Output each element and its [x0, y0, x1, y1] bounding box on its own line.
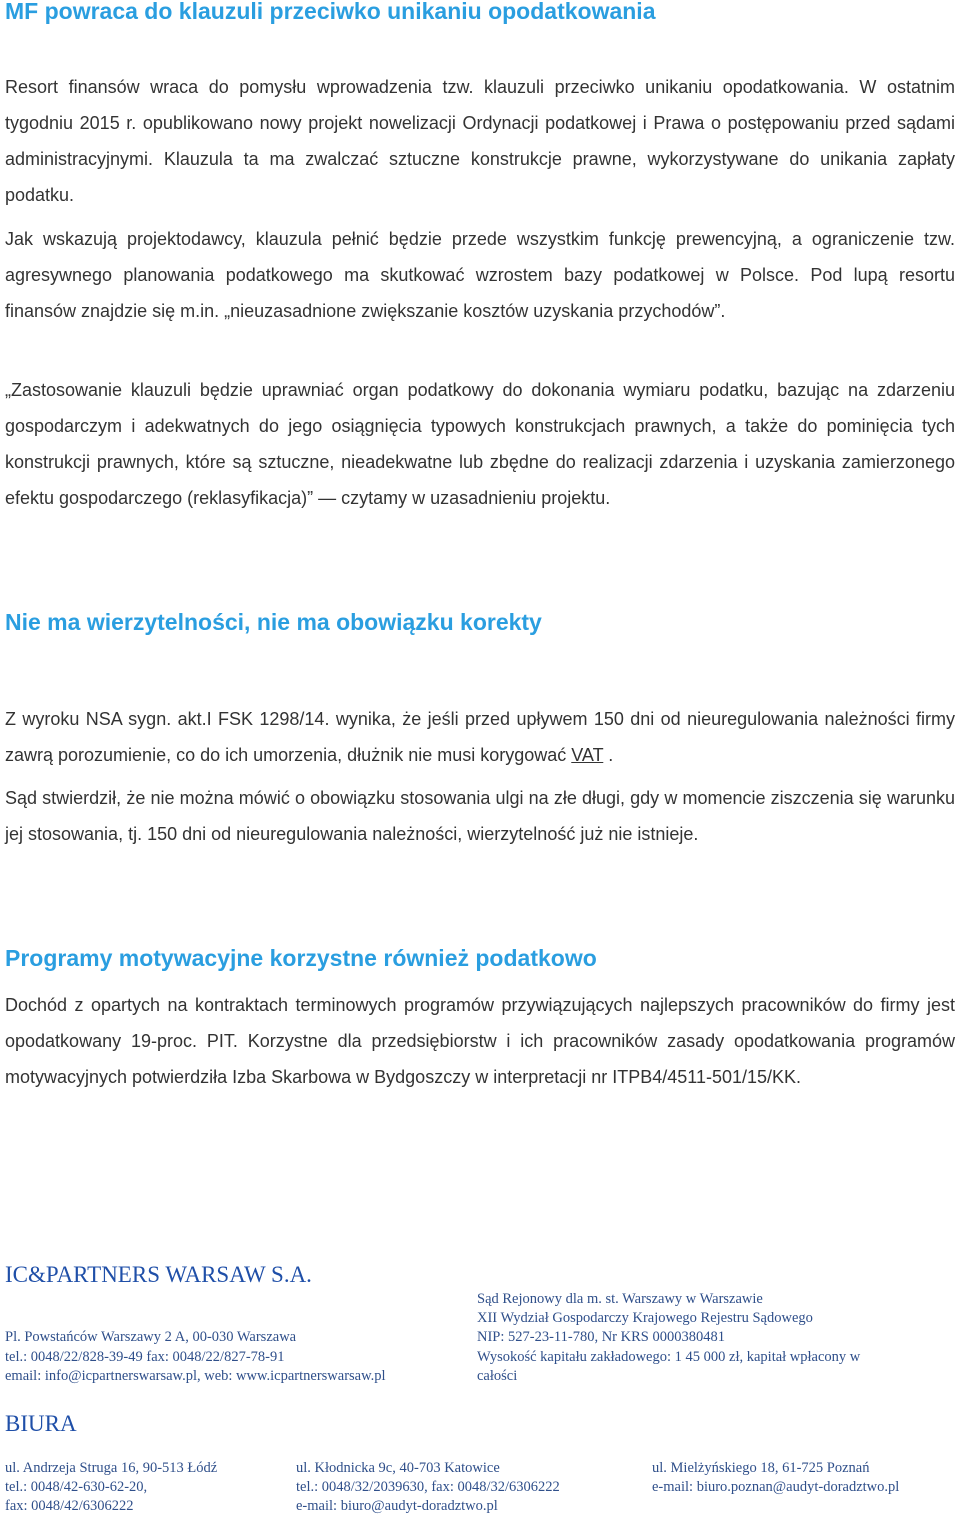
office-poznan-address: ul. Mielżyńskiego 18, 61-725 Poznań	[652, 1460, 870, 1476]
capital-info: Wysokość kapitału zakładowego: 1 45 000 zł, kapitał wpłacony w	[477, 1349, 861, 1365]
office-lodz-phone: tel.: 0048/42-630-62-20,	[5, 1479, 148, 1495]
article-paragraph: Sąd stwierdził, że nie można mówić o obowiązku stosowania ulgi na złe długi, gdy w momencie ziszczenia się warunku jej stosowania, tj. 150 dni od nieuregulowania należności, wierzytelność już nie istnieje.	[5, 788, 955, 844]
article-paragraph	[5, 701, 955, 773]
office-lodz-address: ul. Andrzeja Struga 16, 90-513 Łódź	[5, 1460, 218, 1476]
article-paragraph: Dochód z opartych na kontraktach terminowych programów przywiązujących najlepszych pracowników do firmy jest opodatkowany 19-proc. PIT. Korzystne dla przedsiębiorstw i ich pracowników zasady opodatkowania programów motywacyjnych potwierdziła Izba Skarbowa w Bydgoszczy w interpretacji nr ITPB4/4511-501/15/KK.	[5, 995, 955, 1087]
capital-info-cont: całości	[477, 1368, 518, 1384]
office-katowice-email: e-mail: biuro@audyt-doradztwo.pl	[296, 1498, 498, 1514]
company-phone: tel.: 0048/22/828-39-49 fax: 0048/22/827-78-91	[5, 1349, 285, 1365]
office-katowice-phone: tel.: 0048/32/2039630, fax: 0048/32/6306222	[296, 1479, 560, 1495]
vat-link[interactable]: VAT	[571, 745, 604, 765]
office-lodz-fax: fax: 0048/42/6306222	[5, 1498, 134, 1514]
article-paragraph: „Zastosowanie klauzuli będzie uprawniać organ podatkowy do dokonania wymiaru podatku, bazując na zdarzeniu gospodarczym i adekwatnych do jego osiągnięcia typowych konstrukcjach prawnych, a także do pominięcia tych konstrukcji prawnych, które są sztuczne, nieadekwatne lub zbędne do realizacji zdarzenia i uzyskania zamierzonego efektu gospodarczego (reklasyfikacja)” ― czytamy w uzasadnieniu projektu.	[5, 380, 955, 508]
article-heading-3: Programy motywacyjne korzystne również podatkowo	[5, 945, 597, 971]
article-heading-1: MF powraca do klauzuli przeciwko unikaniu opodatkowania	[5, 0, 656, 24]
company-address: Pl. Powstańców Warszawy 2 A, 00-030 Warszawa	[5, 1329, 297, 1345]
paragraph-text: .	[603, 745, 614, 765]
office-poznan-email: e-mail: biuro.poznan@audyt-doradztwo.pl	[652, 1479, 900, 1495]
nip-krs: NIP: 527-23-11-780, Nr KRS 0000380481	[477, 1329, 725, 1345]
office-katowice-address: ul. Kłodnicka 9c, 40-703 Katowice	[296, 1460, 500, 1476]
article-paragraph: Resort finansów wraca do pomysłu wprowadzenia tzw. klauzuli przeciwko unikaniu opodatkowania. W ostatnim tygodniu 2015 r. opublikowano nowy projekt nowelizacji Ordynacji podatkowej i Prawa o postępowaniu przed sądami administracyjnymi. Klauzula ta ma zwalczać sztuczne konstrukcje prawne, wykorzystywane do unikania zapłaty podatku.	[5, 77, 955, 205]
offices-heading: BIURA	[5, 1411, 77, 1436]
article-heading-2: Nie ma wierzytelności, nie ma obowiązku korekty	[5, 609, 542, 635]
paragraph-text: Z wyroku NSA sygn. akt.I FSK 1298/14. wynika, że jeśli przed upływem 150 dni od nieuregulowania należności firmy zawrą porozumienie, co do ich umorzenia, dłużnik nie musi korygować	[5, 709, 955, 765]
court-info: Sąd Rejonowy dla m. st. Warszawy w Warszawie	[477, 1291, 763, 1307]
court-department: XII Wydział Gospodarczy Krajowego Rejestru Sądowego	[477, 1310, 813, 1326]
company-email-web: email: info@icpartnerswarsaw.pl, web: www.icpartnerswarsaw.pl	[5, 1368, 386, 1384]
company-name: IC&PARTNERS WARSAW S.A.	[5, 1262, 312, 1287]
article-paragraph: Jak wskazują projektodawcy, klauzula pełnić będzie przede wszystkim funkcję prewencyjną, a ograniczenie tzw. agresywnego planowania podatkowego ma skutkować wzrostem bazy podatkowej w Polsce. Pod lupą resortu finansów znajdzie się m.in. „nieuzasadnione zwiększanie kosztów uzyskania przychodów”.	[5, 229, 955, 321]
